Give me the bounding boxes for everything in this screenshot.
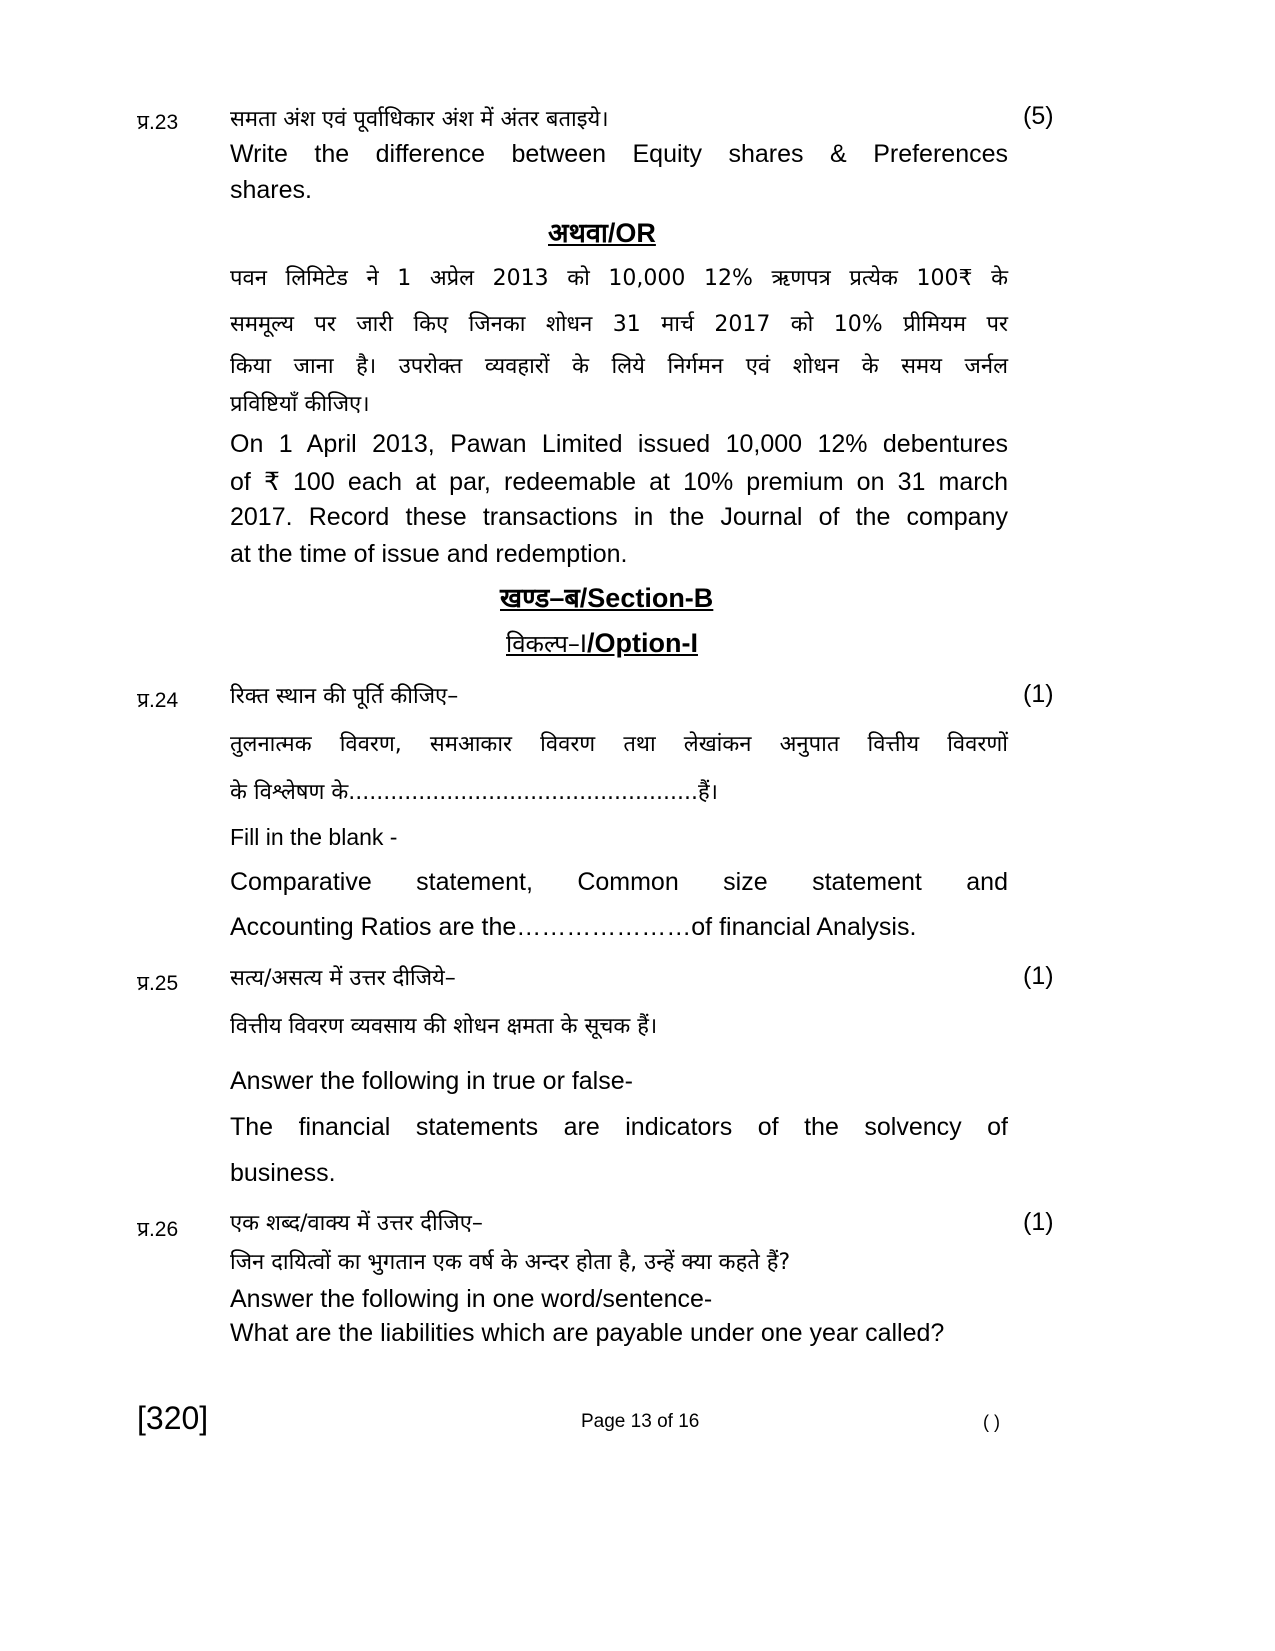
question-number: प्र.24 [137,689,179,712]
or-english-line: 2017. Record these transactions in the Journal of the company [230,503,1008,531]
question-marks: (1) [1023,1208,1054,1236]
or-hindi-line: किया जाना है। उपरोक्त व्यवहारों के लिये निर्गमन एवं शोधन के समय जर्नल [230,354,1008,379]
question-english-line: The financial statements are indicators of the solvency of [230,1113,1008,1141]
question-english-instruction: Answer the following in true or false- [230,1067,633,1095]
question-english-line: Accounting Ratios are the…………………of financial Analysis. [230,913,917,941]
question-english-instruction: Answer the following in one word/sentence- [230,1285,713,1313]
or-hindi-line: प्रविष्टियाँ कीजिए। [230,392,370,417]
or-english-line: On 1 April 2013, Pawan Limited issued 10,000 12% debentures [230,430,1008,458]
or-heading: अथवा/OR [548,218,656,248]
option-heading-english: /Option-I [587,628,698,658]
section-heading: खण्ड–ब/Section-B [500,583,714,613]
question-english-instruction: Fill in the blank - [230,824,398,850]
or-english-line: of ₹ 100 each at par, redeemable at 10% premium on 31 march [230,468,1008,496]
question-hindi-line: जिन दायित्वों का भुगतान एक वर्ष के अन्दर होता है, उन्हें क्या कहते हैं? [230,1250,791,1275]
question-hindi-line: तुलनात्मक विवरण, समआकार विवरण तथा लेखांकन अनुपात वित्तीय विवरणों [230,732,1008,757]
question-marks: (5) [1023,102,1054,130]
question-hindi-instruction: एक शब्द/वाक्य में उत्तर दीजिए– [230,1211,483,1236]
question-hindi-line: वित्तीय विवरण व्यवसाय की शोधन क्षमता के सूचक हैं। [230,1014,658,1039]
question-hindi-line: के विश्लेषण के..................................................हैं। [230,780,718,805]
or-hindi-line: पवन लिमिटेड ने 1 अप्रेल 2013 को 10,000 12% ऋणपत्र प्रत्येक 100₹ के [230,266,1008,291]
question-marks: (1) [1023,680,1054,708]
page-number: Page 13 of 16 [581,1411,700,1432]
question-hindi: समता अंश एवं पूर्वाधिकार अंश में अंतर बताइये। [230,107,609,132]
question-number: प्र.26 [137,1218,179,1241]
question-english-line: shares. [230,176,312,204]
question-english-line: What are the liabilities which are payable under one year called? [230,1319,945,1347]
footer-paren: ( ) [983,1412,1000,1432]
paper-code: [320] [137,1400,209,1436]
question-english-line: Write the difference between Equity shares & Preferences [230,140,1008,168]
question-english-line: business. [230,1159,336,1187]
or-english-line: at the time of issue and redemption. [230,540,628,568]
option-heading [506,627,698,660]
question-marks: (1) [1023,962,1054,990]
question-hindi-instruction: रिक्त स्थान की पूर्ति कीजिए– [230,684,459,709]
question-hindi-instruction: सत्य/असत्य में उत्तर दीजिये– [230,966,456,991]
question-number: प्र.23 [137,111,179,134]
question-english-line: Comparative statement, Common size statement and [230,868,1008,896]
question-number: प्र.25 [137,972,179,995]
option-heading-hindi: विकल्प–I [506,630,587,658]
or-hindi-line: सममूल्य पर जारी किए जिनका शोधन 31 मार्च 2017 को 10% प्रीमियम पर [230,312,1008,337]
